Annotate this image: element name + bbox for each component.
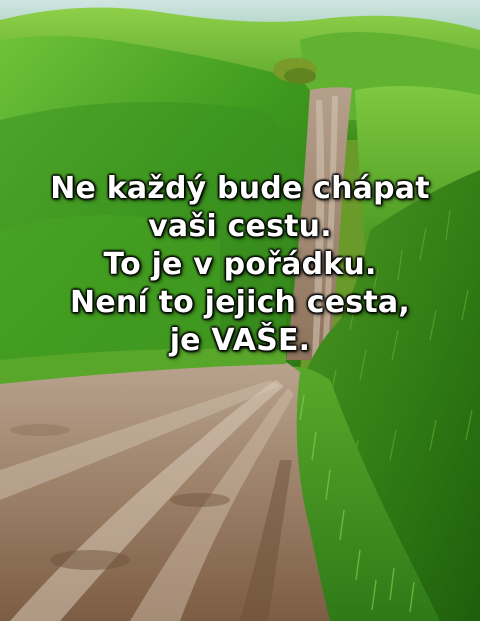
quote-text (0, 170, 480, 360)
quote-line-4: Není to jejich cesta, (70, 285, 410, 320)
quote-line-1: Ne každý bude chápat (50, 171, 430, 206)
quote-line-3: To je v pořádku. (103, 247, 377, 282)
quote-line-5: je VAŠE. (169, 323, 311, 358)
quote-line-2: vaši cestu. (148, 209, 332, 244)
